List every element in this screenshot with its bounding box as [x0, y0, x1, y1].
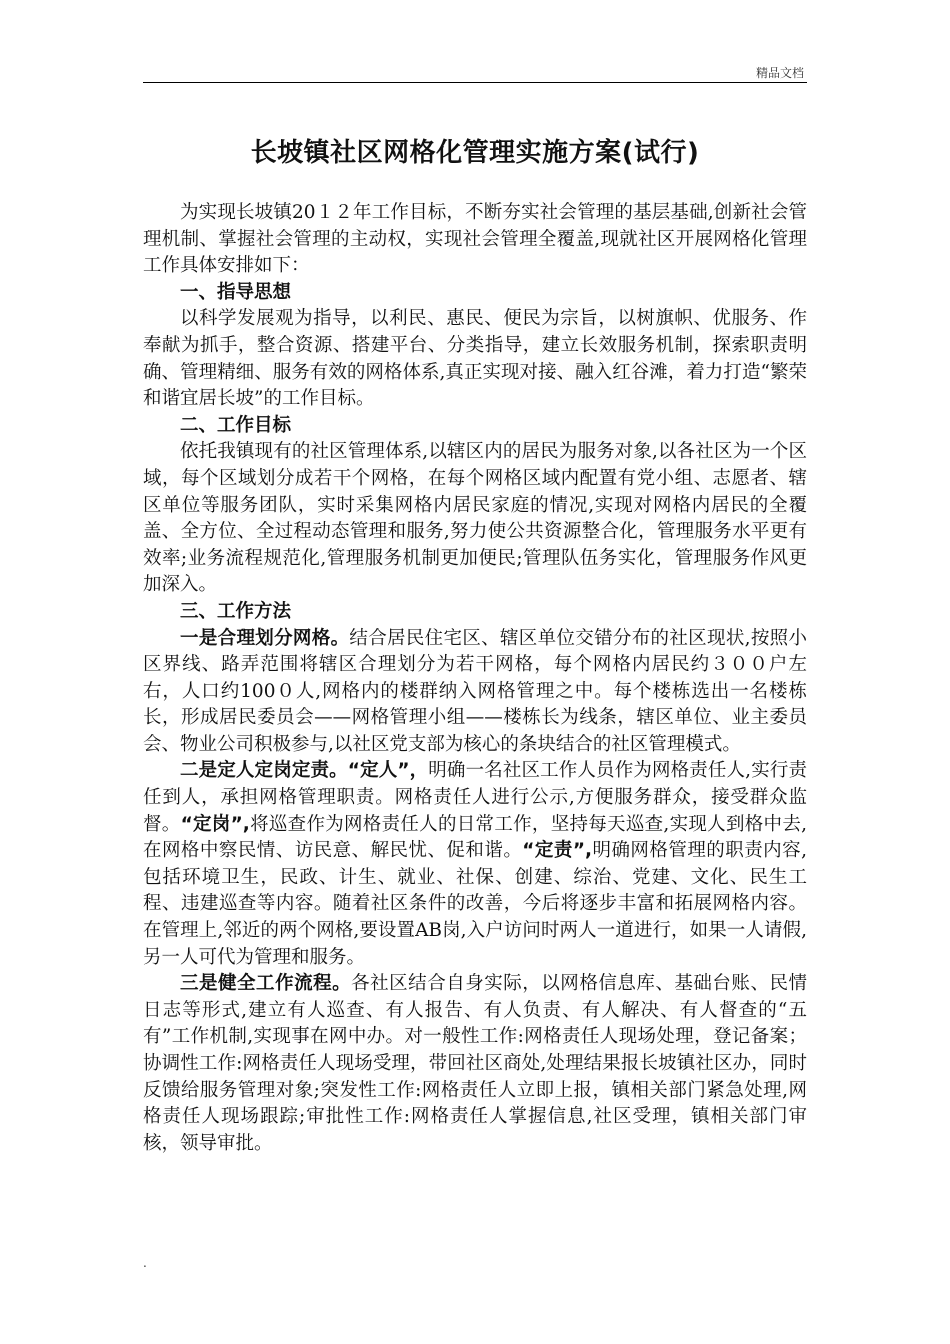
- term-ding-ren: “定人”，: [347, 760, 429, 782]
- section-heading-work-goals: 二、工作目标: [180, 414, 292, 436]
- method-text-grid-division: 结合居民住宅区、辖区单位交错分布的社区现状,按照小区界线、路弄范围将辖区合理划分为若干网格，每个网格内居民约３００户左右，人口约100０人,网格内的楼群纳入网格管理之中。每个楼栋选出一名楼栋长，形成居民委员会——网格管理小组——楼栋长为线条，辖区单位、业主委员会、物业公司积极参与,以社区党支部为核心的条块结合的社区管理模式。: [143, 627, 807, 755]
- document-body: [143, 200, 807, 1157]
- header-rule: [143, 82, 807, 83]
- text-ding-ren: 明确一名社区工作人员作为网格责任人,实行责任到人，承担网格管理职责。网格责任人进行公示,方便服务群众，接受群众监督。: [143, 760, 807, 835]
- section-paragraph-work-goals: 依托我镇现有的社区管理体系,以辖区内的居民为服务对象,以各社区为一个区域，每个区域划分成若干个网格，在每个网格区域内配置有党小组、志愿者、辖区单位等服务团队，实时采集网格内居民家庭的情况,实现对网格内居民的全覆盖、全方位、全过程动态管理和服务,努力使公共资源整合化，管理服务水平更有效率;业务流程规范化,管理服务机制更加便民;管理队伍务实化，管理服务作风更加深入。: [143, 441, 807, 596]
- method-text-workflow: 各社区结合自身实际，以网格信息库、基础台账、民情日志等形式,建立有人巡查、有人报告、有人负责、有人解决、有人督查的“五有”工作机制,实现事在网中办。对一般性工作:网格责任人现场处理，登记备案；协调性工作:网格责任人现场受理，带回社区商处,处理结果报长坡镇社区办，同时反馈给服务管理对象;突发性工作:网格责任人立即上报，镇相关部门紧急处理,网格责任人现场跟踪;审批性工作:网格责任人掌握信息,社区受理，镇相关部门审核，领导审批。: [143, 973, 807, 1154]
- section-heading-guiding-ideology: 一、指导思想: [180, 281, 292, 303]
- method-paragraph-responsibility: [143, 758, 807, 971]
- footer-mark: .: [143, 1256, 147, 1270]
- method-paragraph-workflow: [143, 971, 807, 1157]
- document-title: 长坡镇社区网格化管理实施方案(试行): [250, 138, 700, 168]
- intro-paragraph: 为实现长坡镇20１２年工作目标，不断夯实社会管理的基层基础,创新社会管理机制、掌握社会管理的主动权，实现社会管理全覆盖,现就社区开展网格化管理工作具体安排如下：: [143, 202, 807, 277]
- term-ding-ze: “定责”,: [522, 840, 593, 862]
- section-heading-work-methods: 三、工作方法: [180, 600, 292, 622]
- method-lead-workflow: 三是健全工作流程。: [180, 973, 352, 995]
- term-ding-gang: “定岗”,: [180, 813, 250, 835]
- text-ding-ze: 明确网格管理的职责内容,包括环境卫生，民政、计生、就业、社保、创建、综治、党建、文化、民生工程、违建巡查等内容。随着社区条件的改善，今后将逐步丰富和拓展网格内容。在管理上,邻近的两个网格,要设置AB岗,入户访问时两人一道进行，如果一人请假,另一人可代为管理和服务。: [143, 840, 807, 968]
- section-paragraph-guiding-ideology: 以科学发展观为指导，以利民、惠民、便民为宗旨，以树旗帜、优服务、作奉献为抓手，整合资源、搭建平台、分类指导，建立长效服务机制，探索职责明确、管理精细、服务有效的网格体系,真正实现对接、融入红谷滩，着力打造“繁荣和谐宜居长坡”的工作目标。: [143, 308, 807, 410]
- text-ding-gang: 将巡查作为网格责任人的日常工作，坚持每天巡查,实现人到格中去,在网格中察民情、访民意、解民忧、促和谐。: [143, 813, 807, 862]
- method-lead-responsibility: 二是定人定岗定责。: [180, 760, 348, 782]
- header-label: 精品文档: [755, 66, 804, 80]
- method-lead-grid-division: 一是合理划分网格。: [180, 627, 350, 649]
- method-paragraph-grid-division: [143, 626, 807, 759]
